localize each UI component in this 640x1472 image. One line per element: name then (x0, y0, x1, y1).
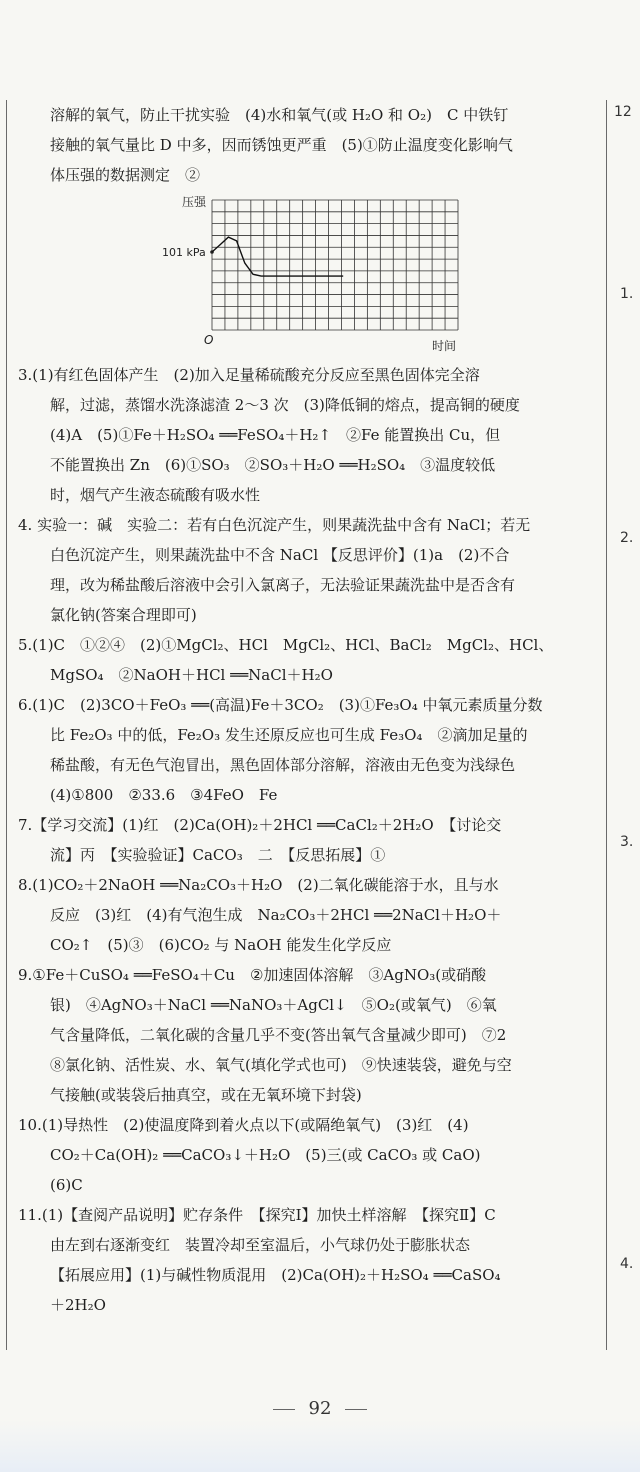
pressure-chart (18, 190, 598, 360)
answer-line: ⑧氯化钠、活性炭、水、氧气(填化学式也可) ⑨快速装袋，避免与空 (50, 1056, 512, 1074)
side-number: 4. (620, 1256, 634, 1272)
answer-line: 比 Fe₂O₃ 中的低，Fe₂O₃ 发生还原反应也可生成 Fe₃O₄ ②滴加足量的 (50, 726, 528, 744)
answer-line: 10.(1)导热性 (2)使温度降到着火点以下(或隔绝氧气) (3)红 (4) (18, 1116, 469, 1134)
left-margin-line (6, 100, 7, 1350)
answer-line: 9.①Fe＋CuSO₄ ══FeSO₄＋Cu ②加速固体溶解 ③AgNO₃(或硝酸 (18, 966, 487, 984)
answer-line: 气含量降低，二氧化碳的含量几乎不变(答出氧气含量减少即可) ⑦2 (50, 1026, 507, 1044)
answer-line: 接触的氧气量比 D 中多，因而锈蚀更严重 (5)①防止温度变化影响气 (50, 136, 513, 154)
answer-line: 体压强的数据测定 ② (50, 166, 201, 184)
answer-content (18, 100, 598, 1320)
bottom-fade (0, 1420, 640, 1472)
x-axis-label: 时间 (432, 339, 457, 353)
answer-line: 氯化钠(答案合理即可) (50, 606, 197, 624)
y-axis-label: 压强 (182, 195, 207, 209)
answer-line: 5.(1)C ①②④ (2)①MgCl₂、HCl MgCl₂、HCl、BaCl₂ MgCl₂、HCl、 (18, 636, 554, 654)
answer-line: 理，改为稀盐酸后溶液中会引入氯离子，无法验证果蔬洗盐中是否含有 (50, 576, 516, 594)
dash-left (273, 1409, 295, 1410)
answer-line: ＋2H₂O (50, 1296, 106, 1314)
answer-line: 不能置换出 Zn (6)①SO₃ ②SO₃＋H₂O ══H₂SO₄ ③温度较低 (50, 456, 496, 474)
answer-line: 白色沉淀产生，则果蔬洗盐中不含 NaCl 【反思评价】(1)a (2)不合 (50, 546, 510, 564)
answer-line: 11.(1)【查阅产品说明】贮存条件 【探究Ⅰ】加快土样溶解 【探究Ⅱ】C (18, 1206, 496, 1224)
answer-line: 6.(1)C (2)3CO＋FeO₃ ══(高温)Fe＋3CO₂ (3)①Fe₃O₄ 中氧元素质量分数 (18, 696, 543, 714)
answer-line: 【拓展应用】(1)与碱性物质混用 (2)Ca(OH)₂＋H₂SO₄ ══CaSO₄ (50, 1266, 501, 1284)
page-number-text: 92 (308, 1398, 332, 1419)
answer-line: MgSO₄ ②NaOH＋HCl ══NaCl＋H₂O (50, 666, 333, 684)
answer-line: CO₂↑ (5)③ (6)CO₂ 与 NaOH 能发生化学反应 (50, 936, 392, 954)
answer-line: 溶解的氧气，防止干扰实验 (4)水和氧气(或 H₂O 和 O₂) C 中铁钉 (50, 106, 509, 124)
answer-line: 由左到右逐渐变红 装置冷却至室温后，小气球仍处于膨胀状态 (50, 1236, 471, 1254)
answer-line: 7.【学习交流】(1)红 (2)Ca(OH)₂＋2HCl ══CaCl₂＋2H₂O 【讨论交 (18, 816, 502, 834)
answer-list (18, 360, 598, 1320)
answer-line: 4. 实验一：碱 实验二：若有白色沉淀产生，则果蔬洗盐中含有 NaCl；若无 (18, 516, 531, 534)
origin-label: O (204, 333, 214, 347)
answer-line: 稀盐酸，有无色气泡冒出，黑色固体部分溶解，溶液由无色变为浅绿色 (50, 756, 516, 774)
answer-line: (4)①800 ②33.6 ③4FeO Fe (50, 786, 278, 804)
answer-line: 银) ④AgNO₃＋NaCl ══NaNO₃＋AgCl↓ ⑤O₂(或氧气) ⑥氧 (50, 996, 497, 1014)
answer-line: 解，过滤，蒸馏水洗涤滤渣 2～3 次 (3)降低铜的熔点，提高铜的硬度 (50, 396, 520, 414)
answer-line: 气接触(或装袋后抽真空，或在无氧环境下封袋) (50, 1086, 362, 1104)
side-number: 3. (620, 834, 634, 850)
page-number (0, 1398, 640, 1419)
answer-line: CO₂＋Ca(OH)₂ ══CaCO₃↓＋H₂O (5)三(或 CaCO₃ 或 CaO) (50, 1146, 481, 1164)
answer-line: (6)C (50, 1176, 83, 1194)
pressure-chart-svg (18, 190, 598, 360)
pressure-curve (212, 237, 343, 276)
answer-line: 3.(1)有红色固体产生 (2)加入足量稀硫酸充分反应至黑色固体完全溶 (18, 366, 480, 384)
side-number: 2. (620, 530, 634, 546)
answer-line: 流】丙 【实验验证】CaCO₃ 二 【反思拓展】① (50, 846, 386, 864)
answer-line: 时，烟气产生液态硫酸有吸水性 (50, 486, 261, 504)
right-margin-line (606, 100, 607, 1350)
side-number: 1. (620, 286, 634, 302)
answer-line: 8.(1)CO₂＋2NaOH ══Na₂CO₃＋H₂O (2)二氧化碳能溶于水，且与水 (18, 876, 499, 894)
answer-line: 反应 (3)红 (4)有气泡生成 Na₂CO₃＋2HCl ══2NaCl＋H₂O＋ (50, 906, 502, 924)
side-number: 12 (614, 104, 632, 120)
answer-line: (4)A (5)①Fe＋H₂SO₄ ══FeSO₄＋H₂↑ ②Fe 能置换出 Cu，但 (50, 426, 501, 444)
y-reference-label: 101 kPa (162, 246, 206, 259)
dash-right (345, 1409, 367, 1410)
